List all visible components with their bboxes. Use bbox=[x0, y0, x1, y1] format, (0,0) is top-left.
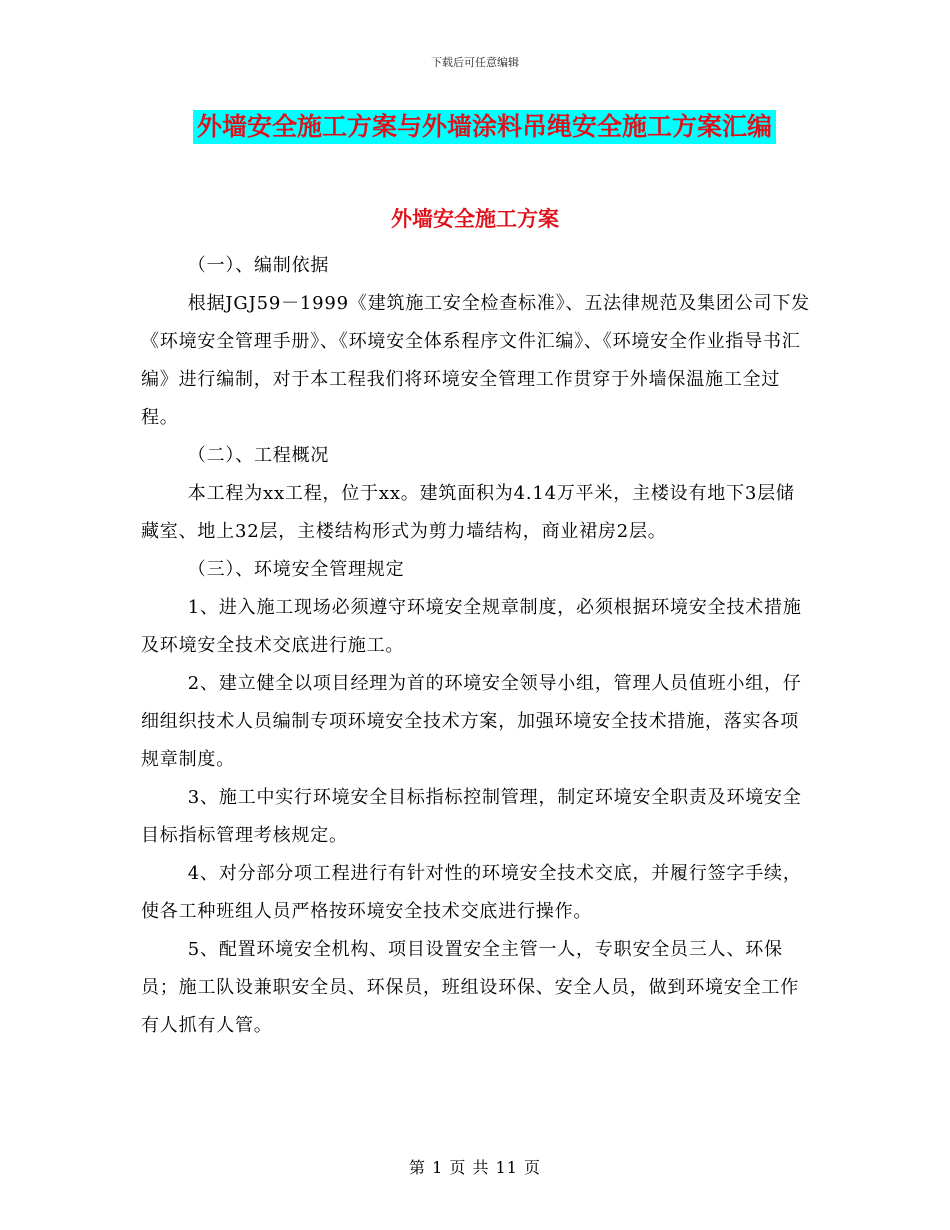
paragraph-rule-5: 5、配置环境安全机构、项目设置安全主管一人，专职安全员三人、环保员；施工队设兼职安全员、环保员，班组设环保、安全人员，做到环境安全工作有人抓有人管。 bbox=[141, 939, 799, 1036]
document-title: 外墙安全施工方案与外墙涂料吊绳安全施工方案汇编 bbox=[193, 110, 776, 144]
paragraph-rule-3: 3、施工中实行环境安全目标指标控制管理，制定环境安全职责及环境安全目标指标管理考核规定。 bbox=[141, 787, 802, 846]
paragraph-rule-1: 1、进入施工现场必须遵守环境安全规章制度，必须根据环境安全技术措施及环境安全技术交底进行施工。 bbox=[141, 597, 802, 656]
paragraph-basis: 根据JGJ59－1999《建筑施工安全检查标准》、五法律规范及集团公司下发《环境安全管理手册》、《环境安全体系程序文件汇编》、《环境安全作业指导书汇编》进行编制，对于本工程我们将环境安全管理工作贯穿于外墙保温施工全过程。 bbox=[141, 293, 810, 428]
document-body bbox=[141, 247, 811, 1045]
paragraph-overview: 本工程为xx工程，位于xx。建筑面积为4.14万平米，主楼设有地下3层储藏室、地上32层，主楼结构形式为剪力墙结构，商业裙房2层。 bbox=[141, 483, 795, 542]
page-number: 第 1 页 共 11 页 bbox=[409, 1158, 541, 1177]
paragraph-rule-4: 4、对分部分项工程进行有针对性的环境安全技术交底，并履行签字手续，使各工种班组人员严格按环境安全技术交底进行操作。 bbox=[141, 863, 802, 922]
header-note: 下载后可任意编辑 bbox=[431, 56, 519, 69]
paragraph-rule-2: 2、建立健全以项目经理为首的环境安全领导小组，管理人员值班小组，仔细组织技术人员编制专项环境安全技术方案，加强环境安全技术措施，落实各项规章制度。 bbox=[141, 673, 802, 770]
heading-overview: （二）、工程概况 bbox=[187, 445, 330, 466]
section-title: 外墙安全施工方案 bbox=[391, 206, 559, 231]
heading-basis: （一）、编制依据 bbox=[187, 255, 330, 276]
heading-regulations: （三）、环境安全管理规定 bbox=[187, 559, 405, 580]
